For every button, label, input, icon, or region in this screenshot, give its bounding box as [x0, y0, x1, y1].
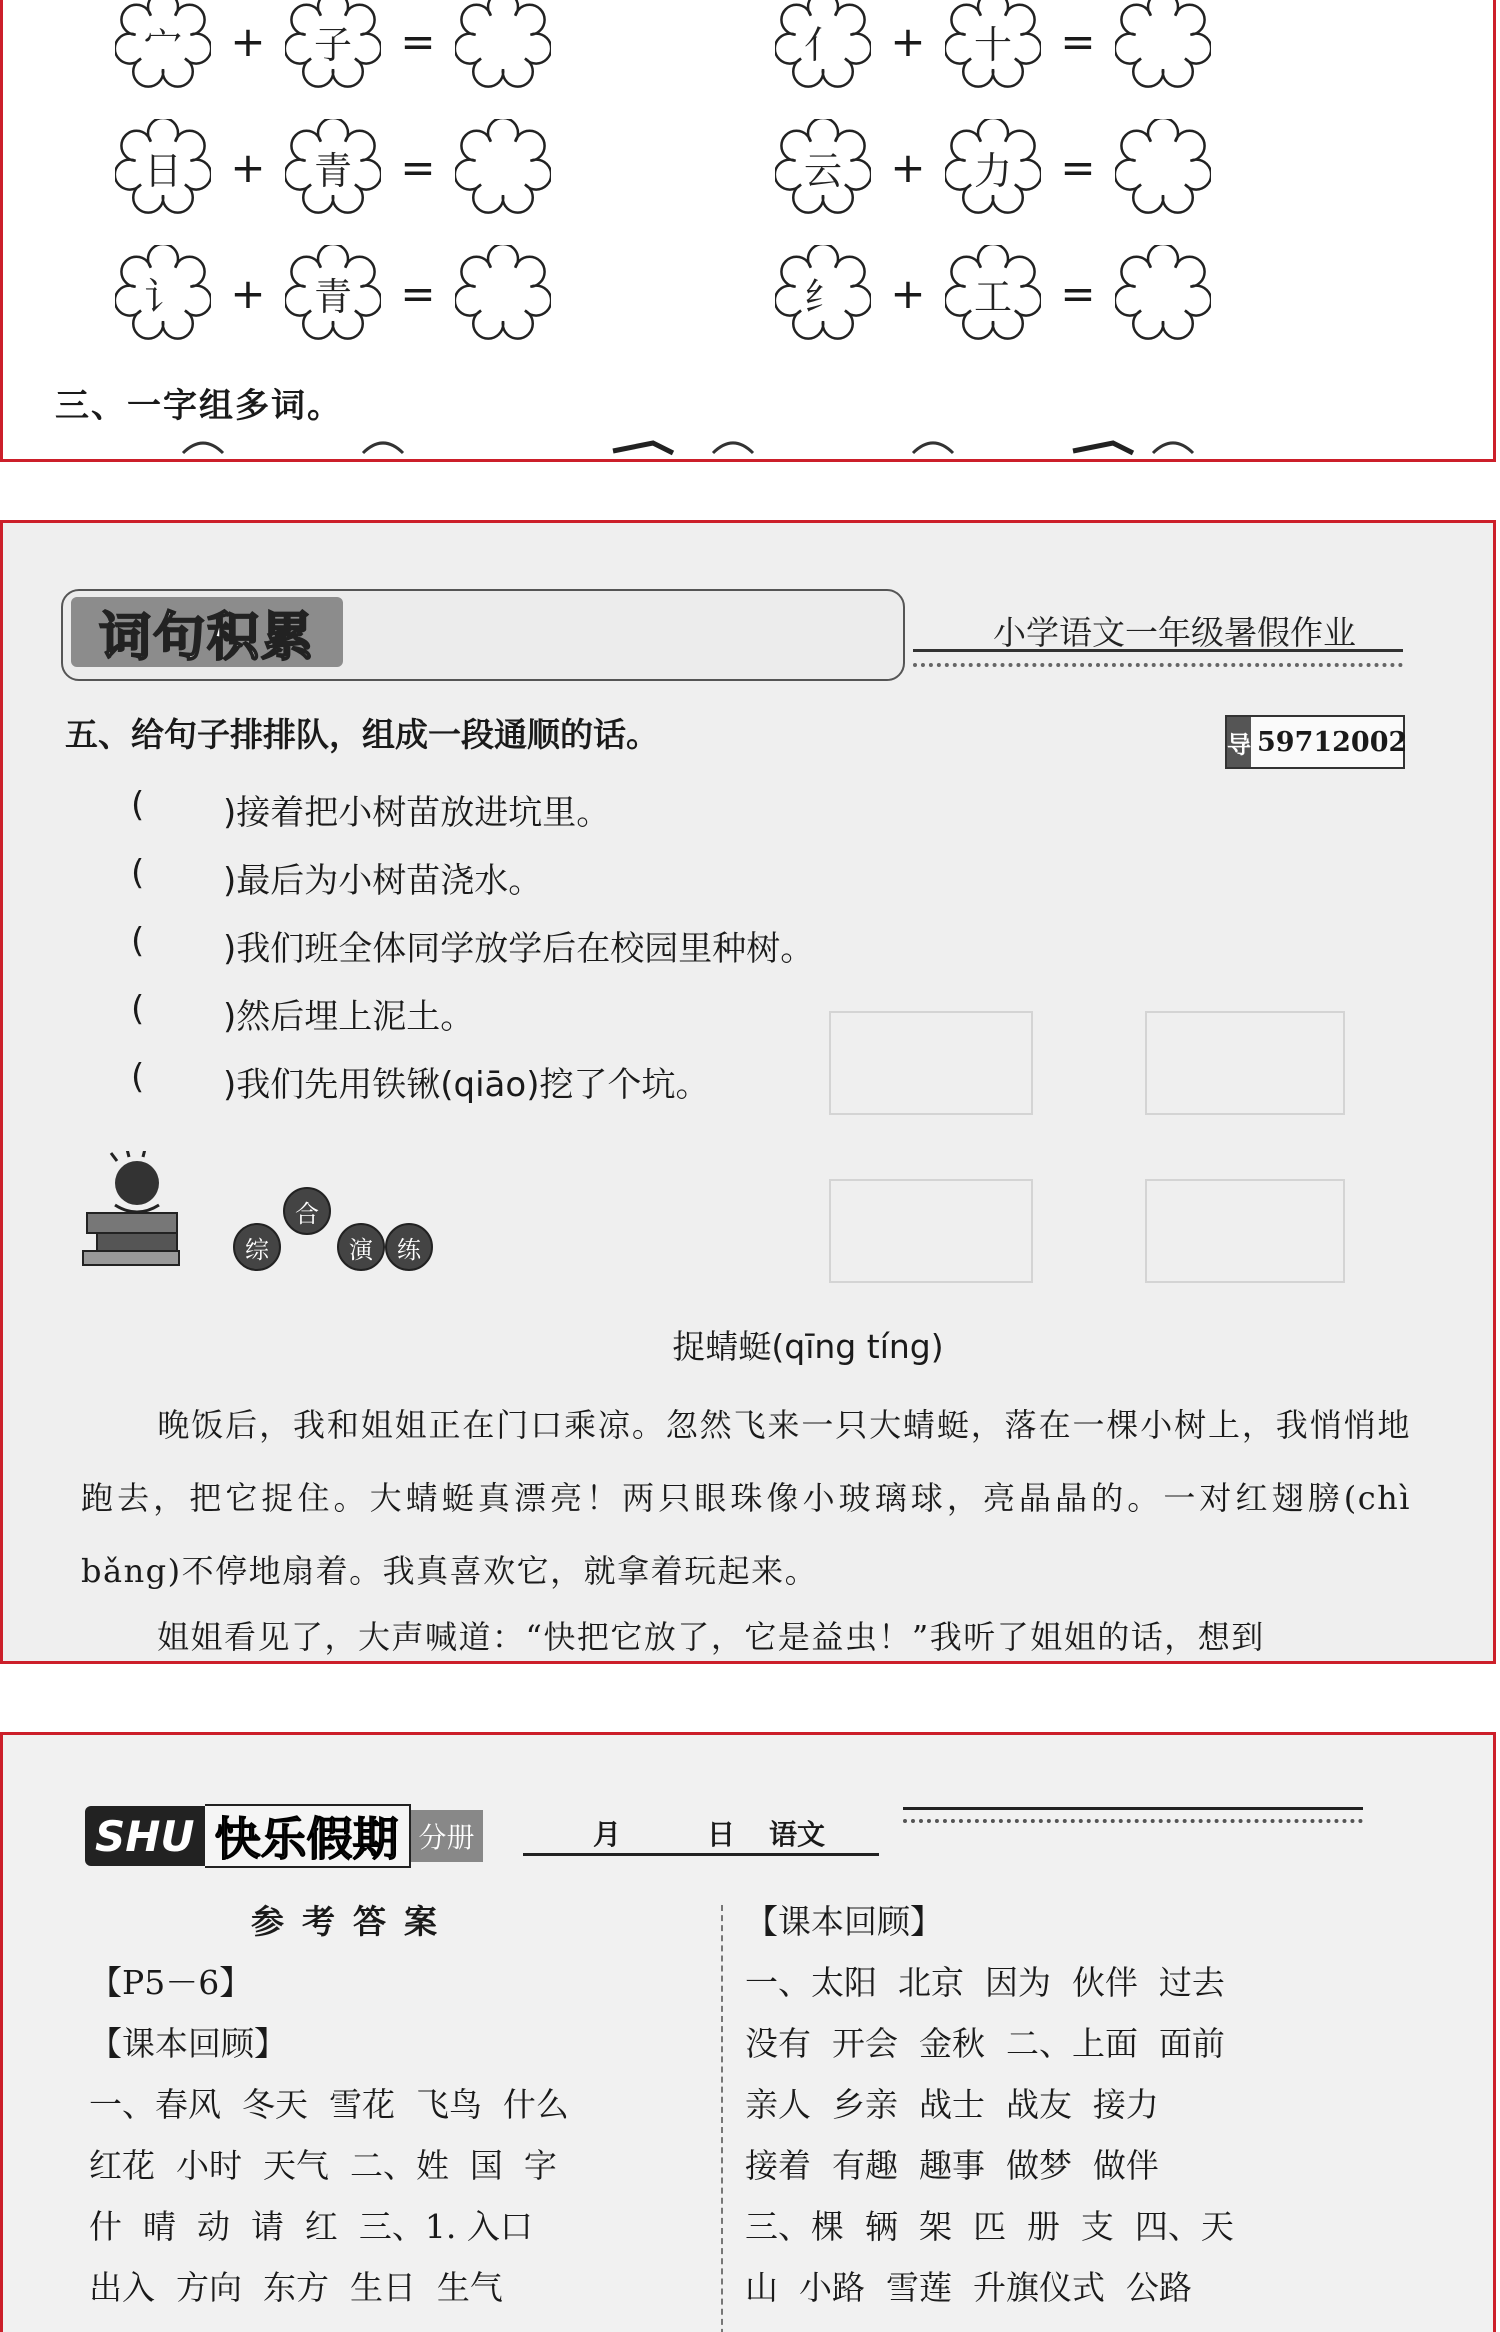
equals-sign: = — [400, 268, 436, 318]
equation-row — [115, 0, 551, 96]
answer-line: 【P5－6】 — [89, 1963, 253, 2002]
flower-box[interactable] — [1115, 0, 1211, 89]
column-divider — [721, 1905, 723, 2332]
ghost-box — [829, 1179, 1033, 1283]
order-item — [131, 785, 610, 834]
flower-box[interactable] — [455, 245, 551, 341]
header-day-label: 日 — [707, 1818, 736, 1851]
order-item-text: )接着把小树苗放进坑里。 — [223, 793, 611, 833]
logo-shu: SHU — [85, 1806, 205, 1866]
radical-char: 青 — [313, 148, 352, 193]
reading-child-illustration — [77, 1151, 187, 1269]
answer-slot — [1115, 0, 1211, 89]
answer-slot — [455, 245, 551, 341]
guide-code-key: 导 — [1227, 717, 1251, 767]
story-paragraph-2 — [81, 1601, 1411, 1664]
answer-line: 红花 小时 天气 二、姓 国 字 — [89, 2146, 557, 2185]
answer-line: 【课本回顾】 — [745, 1902, 943, 1941]
equation-row — [775, 112, 1211, 222]
flower-box[interactable] — [455, 0, 551, 89]
answer-paren[interactable]: ( — [131, 921, 145, 961]
practice-badges — [233, 1183, 433, 1273]
logo-happy-holiday: 快乐假期 — [205, 1804, 411, 1868]
flower-box — [775, 245, 871, 341]
header-month-label: 月 — [593, 1818, 622, 1851]
equals-sign: = — [400, 142, 436, 192]
answer-line: 【课本回顾】 — [89, 2024, 287, 2063]
guide-code-value: 59712002 — [1257, 726, 1408, 758]
story-title: 捉蜻蜓(qīng tíng) — [672, 1327, 944, 1366]
flower-box — [285, 119, 381, 215]
question-five-heading: 五、给句子排排队，组成一段通顺的话。 — [65, 715, 659, 754]
answer-column-right — [745, 1891, 1234, 2318]
ghost-box — [829, 1011, 1033, 1115]
radical-char: 日 — [143, 148, 182, 193]
order-item-text: )我们班全体同学放学后在校园里种树。 — [223, 929, 815, 969]
practice-badge: 练 — [385, 1223, 433, 1271]
radical-char: 云 — [803, 148, 842, 193]
header-rule — [523, 1853, 879, 1856]
plus-sign: + — [230, 268, 266, 318]
answer-line: 没有 开会 金秋 二、上面 面前 — [745, 2024, 1225, 2063]
answer-paren[interactable]: ( — [131, 853, 145, 893]
flower-box — [945, 245, 1041, 341]
equation-row — [775, 0, 1211, 96]
equation-row — [115, 238, 551, 348]
flower-box — [115, 119, 211, 215]
answer-key-title: 参考答案 — [251, 1902, 455, 1941]
series-title: 小学语文一年级暑假作业 — [993, 613, 1356, 652]
order-item-text: )我们先用铁锹(qiāo)挖了个坑。 — [223, 1065, 710, 1105]
radical-char: 十 — [973, 22, 1012, 67]
plus-sign: + — [890, 268, 926, 318]
header-subject-label: 语文 — [769, 1818, 826, 1851]
plus-sign: + — [230, 142, 266, 192]
radical-char: 力 — [973, 148, 1012, 193]
equation-row — [115, 112, 551, 222]
flower-box — [285, 0, 381, 89]
worksheet-panel-middle — [0, 520, 1496, 1664]
answer-line: 出入 方向 东方 生日 生气 — [89, 2268, 503, 2307]
answer-line: 一、太阳 北京 因为 伙伴 过去 — [745, 1963, 1225, 2002]
answer-line: 三、棵 辆 架 匹 册 支 四、天 — [745, 2207, 1234, 2246]
order-item-text: )然后埋上泥土。 — [223, 997, 475, 1037]
radical-char: 亻 — [803, 22, 842, 67]
story-paragraph-1-text: 晚饭后，我和姐姐正在门口乘凉。忽然飞来一只大蜻蜓，落在一棵小树上，我悄悄地跑去，把它捉住。大蜻蜓真漂亮！两只眼珠像小玻璃球，亮晶晶的。一对红翅膀(chì bǎng)不停地扇着。我真喜欢它，就拿着玩起来。 — [81, 1406, 1411, 1590]
flower-box — [945, 0, 1041, 89]
cut-off-row — [153, 423, 1303, 462]
flower-box[interactable] — [455, 119, 551, 215]
practice-badge: 演 — [337, 1223, 385, 1271]
section-title-tag — [71, 597, 343, 667]
header-top-rule — [903, 1807, 1363, 1810]
flower-box — [115, 0, 211, 89]
story-paragraph-1 — [81, 1389, 1411, 1608]
answer-line: 一、春风 冬天 雪花 飞鸟 什么 — [89, 2085, 569, 2124]
flower-box — [115, 245, 211, 341]
flower-box[interactable] — [1115, 245, 1211, 341]
section-title-text: 词句积累 — [98, 607, 315, 668]
equals-sign: = — [1060, 142, 1096, 192]
answer-slot — [455, 0, 551, 89]
equals-sign: = — [400, 16, 436, 66]
series-dotted-rule — [913, 663, 1403, 667]
flower-box — [775, 119, 871, 215]
answer-line: 接着 有趣 趣事 做梦 做伴 — [745, 2146, 1159, 2185]
answer-column-left — [89, 1891, 569, 2318]
practice-badge: 综 — [233, 1223, 281, 1271]
answer-slot — [1115, 119, 1211, 215]
equals-sign: = — [1060, 16, 1096, 66]
flower-box — [775, 0, 871, 89]
answer-key-panel — [0, 1732, 1496, 2332]
cut-off-strokes — [153, 423, 1303, 462]
plus-sign: + — [230, 16, 266, 66]
happy-holiday-logo — [85, 1803, 525, 1869]
answer-line: 什 晴 动 请 红 三、1. 入口 — [89, 2207, 533, 2246]
answer-line: 山 小路 雪莲 升旗仪式 公路 — [745, 2268, 1192, 2307]
story-paragraph-2-text: 姐姐看见了，大声喊道：“快把它放了，它是益虫！”我听了姐姐的话，想到 — [157, 1618, 1265, 1656]
order-item-text: )最后为小树苗浇水。 — [223, 861, 543, 901]
ghost-box — [1145, 1179, 1345, 1283]
radical-char: 工 — [973, 274, 1012, 319]
radical-char: 宀 — [143, 22, 182, 67]
logo-volume: 分册 — [411, 1810, 483, 1862]
section-three-heading: 三、一字组多词。 — [55, 386, 343, 426]
flower-box[interactable] — [1115, 119, 1211, 215]
order-item — [131, 853, 542, 902]
guide-code-badge — [1225, 715, 1408, 769]
order-item — [131, 921, 814, 970]
equals-sign: = — [1060, 268, 1096, 318]
plus-sign: + — [890, 142, 926, 192]
answer-line: 亲人 乡亲 战士 战友 接力 — [745, 2085, 1159, 2124]
series-rule — [913, 649, 1403, 652]
worksheet-panel-top — [0, 0, 1496, 462]
flower-box — [945, 119, 1041, 215]
answer-slot — [1115, 245, 1211, 341]
answer-paren[interactable]: ( — [131, 989, 145, 1029]
practice-badge: 合 — [283, 1187, 331, 1235]
radical-char: 讠 — [143, 274, 182, 319]
radical-char: 子 — [313, 22, 352, 67]
order-item — [131, 1057, 709, 1106]
answer-paren[interactable]: ( — [131, 1057, 145, 1097]
order-item — [131, 989, 474, 1038]
header-dotted-rule — [903, 1819, 1363, 1823]
ghost-box — [1145, 1011, 1345, 1115]
equation-row — [775, 238, 1211, 348]
radical-char: 纟 — [803, 274, 842, 319]
section-title-frame — [61, 589, 905, 681]
answer-paren[interactable]: ( — [131, 785, 145, 825]
radical-char: 青 — [313, 274, 352, 319]
flower-box — [285, 245, 381, 341]
answer-slot — [455, 119, 551, 215]
plus-sign: + — [890, 16, 926, 66]
